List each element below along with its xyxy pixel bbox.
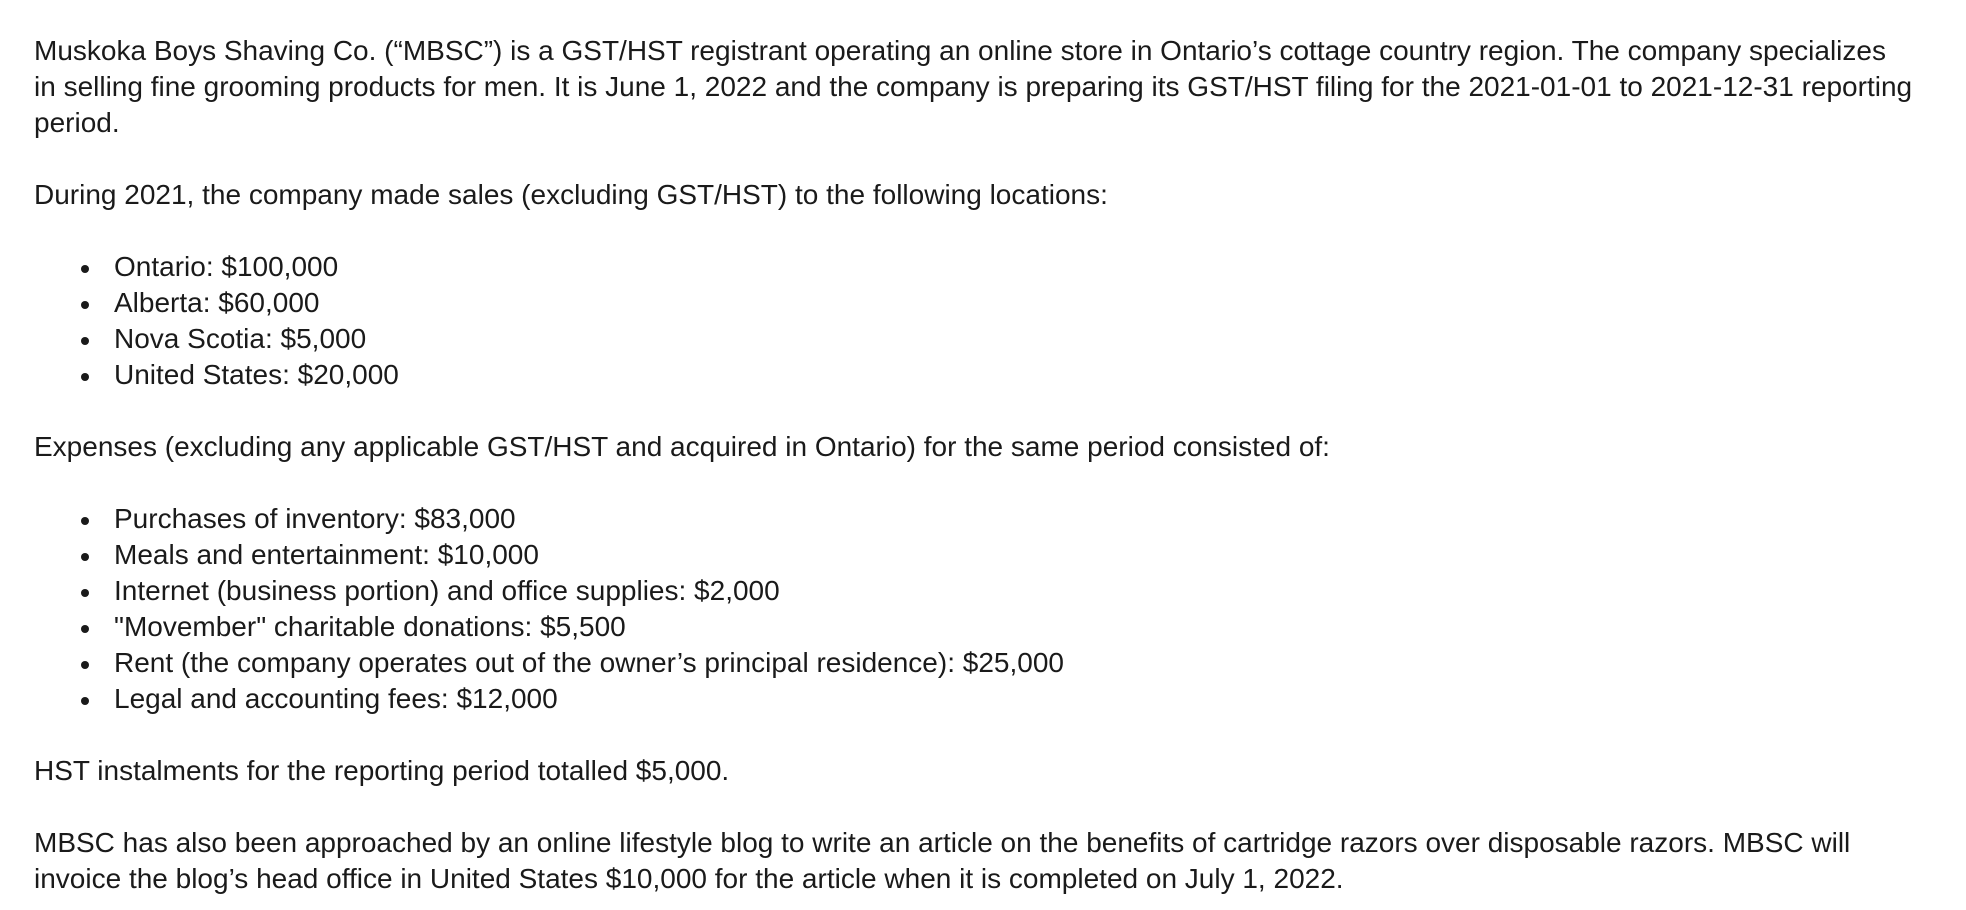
list-item-text: Purchases of inventory: $83,000: [114, 503, 516, 534]
list-item-text: Nova Scotia: $5,000: [114, 323, 367, 354]
bullet-icon: [81, 553, 89, 561]
list-item: [34, 249, 1932, 285]
sales-intro-paragraph: During 2021, the company made sales (excluding GST/HST) to the following locations:: [34, 179, 1108, 210]
list-item: [34, 645, 1932, 681]
instalments-paragraph: HST instalments for the reporting period totalled $5,000.: [34, 755, 730, 786]
list-item: [34, 321, 1932, 357]
bullet-icon: [81, 301, 89, 309]
bullet-icon: [81, 265, 89, 273]
list-item-text: Internet (business portion) and office supplies: $2,000: [114, 575, 780, 606]
list-item-text: Ontario: $100,000: [114, 251, 339, 282]
list-item: [34, 285, 1932, 321]
list-item-text: Rent (the company operates out of the owner’s principal residence): $25,000: [114, 647, 1064, 678]
list-item-text: Meals and entertainment: $10,000: [114, 539, 539, 570]
list-item: [34, 609, 1932, 645]
list-item-text: United States: $20,000: [114, 359, 399, 390]
sales-list: [34, 249, 1932, 393]
list-item-text: Legal and accounting fees: $12,000: [114, 683, 558, 714]
list-item: [34, 537, 1932, 573]
list-item-text: Alberta: $60,000: [114, 287, 320, 318]
expenses-intro-paragraph: Expenses (excluding any applicable GST/HST and acquired in Ontario) for the same period consisted of:: [34, 431, 1330, 462]
list-item-text: "Movember" charitable donations: $5,500: [114, 611, 626, 642]
intro-paragraph: Muskoka Boys Shaving Co. (“MBSC”) is a GST/HST registrant operating an online store in Ontario’s cottage country region. The company specializes in selling fine grooming products for men. It is June 1, 2022 and the company is preparing its GST/HST filing for the 2021-01-01 to 2021-12-31 reporting period.: [34, 35, 1913, 138]
bullet-icon: [81, 373, 89, 381]
closing-paragraph: MBSC has also been approached by an online lifestyle blog to write an article on the benefits of cartridge razors over disposable razors. MBSC will invoice the blog’s head office in United States $10,000 for the article when it is completed on July 1, 2022.: [34, 827, 1851, 894]
bullet-icon: [81, 337, 89, 345]
expenses-list: [34, 501, 1932, 717]
bullet-icon: [81, 589, 89, 597]
bullet-icon: [81, 661, 89, 669]
list-item: [34, 573, 1932, 609]
bullet-icon: [81, 517, 89, 525]
bullet-icon: [81, 625, 89, 633]
list-item: [34, 501, 1932, 537]
list-item: [34, 681, 1932, 717]
bullet-icon: [81, 697, 89, 705]
list-item: [34, 357, 1932, 393]
